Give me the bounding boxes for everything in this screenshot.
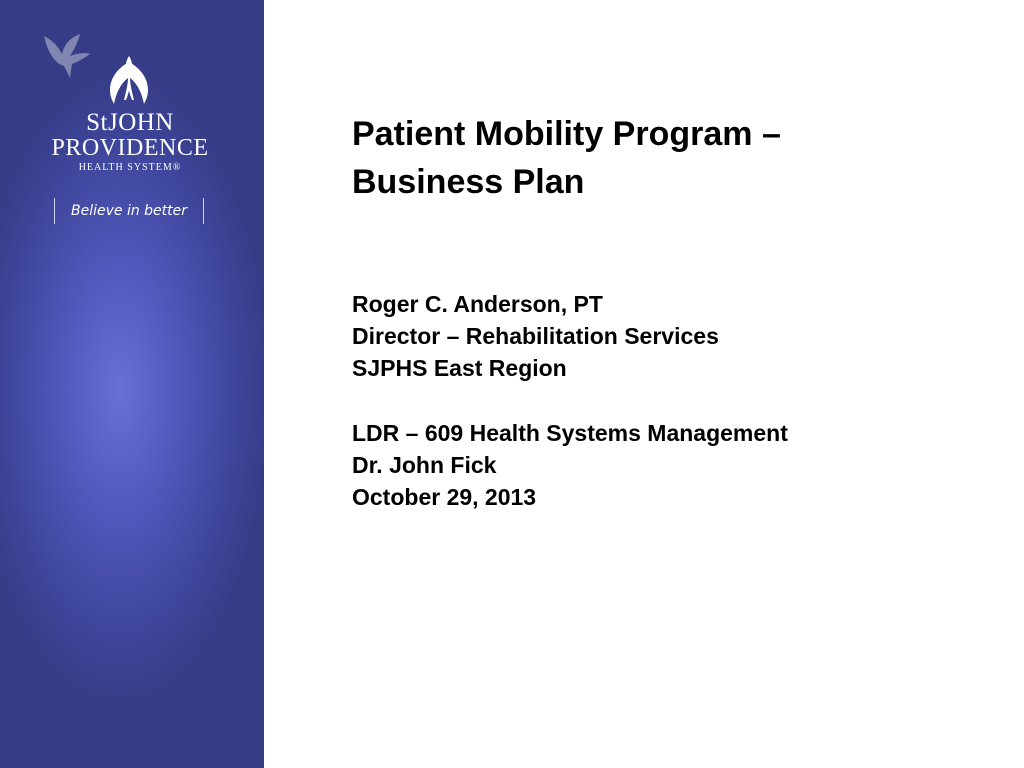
dove-icon (40, 30, 94, 84)
slide-title-line-1: Patient Mobility Program – (352, 115, 781, 153)
author-region: SJPHS East Region (352, 355, 567, 381)
slide-title-line-2: Business Plan (352, 163, 585, 201)
author-name: Roger C. Anderson, PT (352, 291, 603, 317)
course-name: LDR – 609 Health Systems Management (352, 420, 788, 446)
slide-title (352, 110, 992, 206)
course-block (352, 417, 788, 513)
logo-line-health-system: HEALTH SYSTEM® (78, 162, 182, 173)
presentation-date: October 29, 2013 (352, 484, 537, 510)
sidebar-panel (0, 0, 264, 768)
course-instructor: Dr. John Fick (352, 452, 497, 478)
logo-tagline: Believe in better (54, 198, 204, 224)
logo-line-providence: PROVIDENCE (51, 135, 209, 161)
logo-line-stjohn: StJOHN (86, 109, 174, 136)
logo-wordmark (40, 110, 220, 175)
slide-content (352, 110, 992, 510)
flame-hands-icon (100, 54, 158, 106)
author-role: Director – Rehabilitation Services (352, 323, 719, 349)
author-block (352, 288, 719, 384)
